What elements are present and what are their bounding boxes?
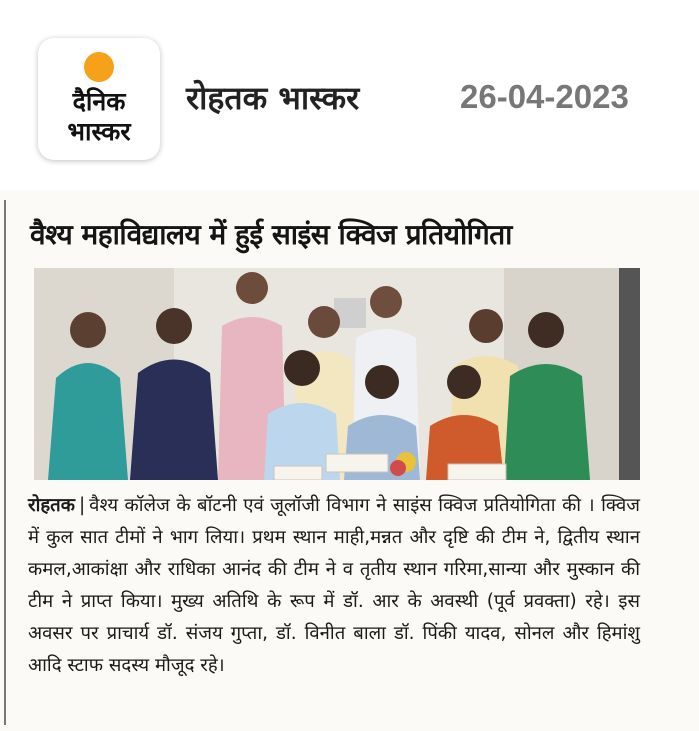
group-photo-illustration <box>34 268 640 480</box>
article-body <box>28 490 640 682</box>
edition-title: रोहतक भास्कर <box>186 79 360 117</box>
logo-text-line1: दैनिक <box>72 87 126 116</box>
article-photo <box>34 268 640 480</box>
app-header <box>0 0 699 185</box>
sun-icon <box>84 52 114 82</box>
dateline-place: रोहतक <box>28 495 75 516</box>
logo-text-line2: भास्कर <box>67 117 131 146</box>
edition-date: 26-04-2023 <box>460 78 629 115</box>
dateline-separator: | <box>78 495 86 516</box>
clipped-text-fragment <box>30 718 650 731</box>
article-headline: वैश्य महाविद्यालय में हुई साइंस क्विज प्रतियोगिता <box>30 218 512 251</box>
article-text: वैश्य कॉलेज के बॉटनी एवं जूलॉजी विभाग ने साइंस क्विज प्रतियोगिता की । क्विज में कुल सात टीमों ने भाग लिया। प्रथम स्थान माही,मन्नत और दृष्टि की टीम ने, द्वितीय स्थान कमल,आकांक्षा और राधिका आनंद की टीम ने व तृतीय स्थान गरिमा,सान्या और मुस्कान की टीम ने प्राप्त किया। मुख्य अतिथि के रूप में डॉ. आर के अवस्थी (पूर्व प्रवक्ता) रहे। इस अवसर पर प्राचार्य डॉ. संजय गुप्ता, डॉ. विनीत बाला डॉ. पिंकी यादव, सोनल और हिमांशु आदि स्टाफ सदस्य मौजूद रहे। <box>28 495 640 676</box>
dainik-bhaskar-logo[interactable] <box>38 38 160 160</box>
column-rule <box>4 200 6 725</box>
